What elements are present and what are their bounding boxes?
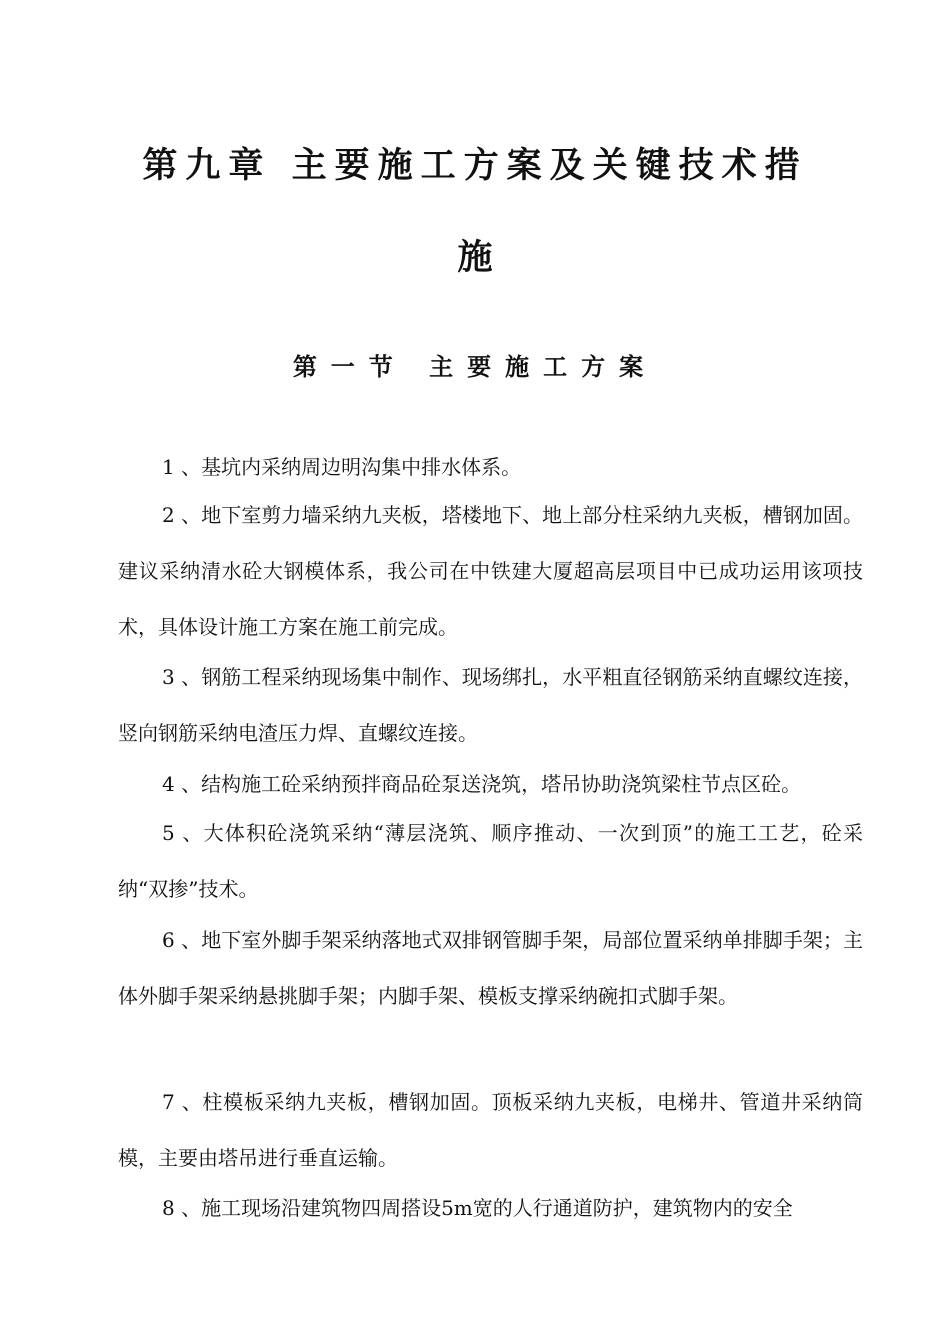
paragraph-2: 2 、地下室剪力墙采纳九夹板，塔楼地下、地上部分柱采纳九夹板，槽钢加固。建议采纳清水砼大钢模体系，我公司在中铁建大厦超高层项目中已成功运用该项技术，具体设计施工方案在施工前完成。 — [118, 503, 863, 639]
paragraph-3: 3 、钢筋工程采纳现场集中制作、现场绑扎，水平粗直径钢筋采纳直螺纹连接，竖向钢筋采纳电渣压力焊、直螺纹连接。 — [118, 665, 863, 745]
chapter-title-line-1: 第九章 主要施工方案及关键技术措 — [142, 146, 808, 186]
section-title: 第一节 主要施工方案 — [292, 353, 658, 381]
paragraph-7: 7 、柱模板采纳九夹板，槽钢加固。顶板采纳九夹板，电梯井、管道井采纳筒模，主要由塔吊进行垂直运输。 — [118, 1090, 863, 1170]
paragraph-1: 1 、基坑内采纳周边明沟集中排水体系。 — [162, 455, 522, 479]
chapter-title-line-2: 施 — [457, 238, 493, 278]
paragraph-8: 8 、施工现场沿建筑物四周搭设5m宽的人行通道防护，建筑物内的安全 — [162, 1196, 793, 1220]
paragraph-5: 5 、大体积砼浇筑采纳“薄层浇筑、顺序推动、一次到顶”的施工工艺，砼采纳“双掺”技术。 — [118, 821, 863, 901]
paragraph-6: 6 、地下室外脚手架采纳落地式双排钢管脚手架，局部位置采纳单排脚手架；主体外脚手架采纳悬挑脚手架；内脚手架、模板支撑采纳碗扣式脚手架。 — [118, 928, 863, 1008]
paragraph-4: 4 、结构施工砼采纳预拌商品砼泵送浇筑，塔吊协助浇筑梁柱节点区砼。 — [162, 772, 802, 796]
